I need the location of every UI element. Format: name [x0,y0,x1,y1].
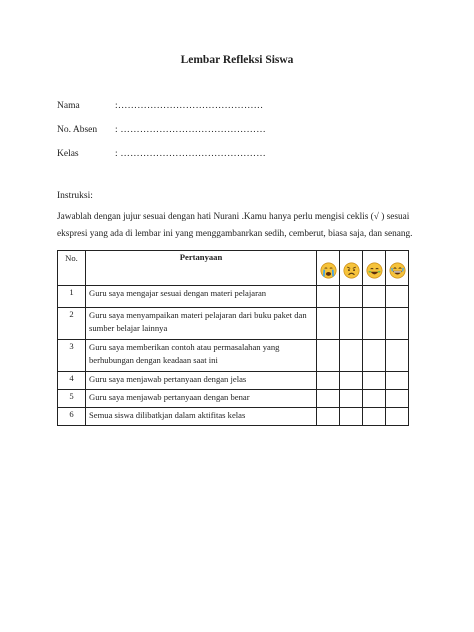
smiling-face-icon [363,251,386,286]
frowning-face-icon [340,251,363,286]
row-number: 6 [58,408,86,426]
row-number: 5 [58,390,86,408]
name-blank: :……………………………………… [115,101,264,111]
row-question: Guru saya mengajar sesuai dengan materi pelajaran [86,286,317,308]
row-number: 4 [58,372,86,390]
attendance-number-field [57,125,266,135]
check-cell-neutral[interactable] [363,408,386,426]
check-cell-happy[interactable] [386,372,409,390]
grinning-face-icon [386,251,409,286]
name-field [57,101,263,111]
table-row [58,390,409,408]
table-row [58,340,409,372]
crying-face-icon [317,251,340,286]
attendance-number-blank: : ……………………………………… [115,125,266,135]
row-number: 1 [58,286,86,308]
row-question: Guru saya menjawab pertanyaan dengan jelas [86,372,317,390]
instructions-label: Instruksi: [57,191,93,201]
check-cell-neutral[interactable] [363,390,386,408]
check-cell-happy[interactable] [386,390,409,408]
table-row [58,308,409,340]
check-cell-happy[interactable] [386,286,409,308]
check-cell-sad[interactable] [317,390,340,408]
row-question: Semua siswa dilibatkjan dalam aktifitas kelas [86,408,317,426]
row-question: Guru saya menjawab pertanyaan dengan benar [86,390,317,408]
check-cell-happy[interactable] [386,408,409,426]
class-label: Kelas [57,149,79,159]
attendance-number-label: No. Absen [57,125,98,135]
table-row [58,408,409,426]
check-cell-frown[interactable] [340,390,363,408]
check-cell-neutral[interactable] [363,286,386,308]
reflection-table [57,250,409,426]
row-number: 3 [58,340,86,372]
name-label: Nama [57,101,80,111]
check-cell-frown[interactable] [340,340,363,372]
check-cell-sad[interactable] [317,408,340,426]
check-cell-frown[interactable] [340,372,363,390]
class-field [57,149,266,159]
check-cell-neutral[interactable] [363,372,386,390]
check-cell-happy[interactable] [386,340,409,372]
column-header-no: No. [58,251,86,286]
check-cell-happy[interactable] [386,308,409,340]
column-header-question: Pertanyaan [86,251,317,286]
table-row [58,286,409,308]
check-cell-neutral[interactable] [363,308,386,340]
check-cell-frown[interactable] [340,308,363,340]
check-cell-sad[interactable] [317,340,340,372]
check-cell-sad[interactable] [317,308,340,340]
check-cell-sad[interactable] [317,372,340,390]
row-question: Guru saya menyampaikan materi pelajaran dari buku paket dan sumber belajar lainnya [86,308,317,340]
table-header-row [58,251,409,286]
check-cell-sad[interactable] [317,286,340,308]
row-question: Guru saya memberikan contoh atau permasalahan yang berhubungan dengan keadaan saat ini [86,340,317,372]
instructions-text: Jawablah dengan jujur sesuai dengan hati Nurani .Kamu hanya perlu mengisi ceklis (√ ) sesuai ekspresi yang ada di lembar ini yang menggambanrkan sedih, cemberut, biasa saja, dan senang. [57,212,413,239]
check-cell-neutral[interactable] [363,340,386,372]
page-title: Lembar Refleksi Siswa [180,54,294,66]
class-blank: : ……………………………………… [115,149,266,159]
check-cell-frown[interactable] [340,408,363,426]
row-number: 2 [58,308,86,340]
check-cell-frown[interactable] [340,286,363,308]
table-row [58,372,409,390]
